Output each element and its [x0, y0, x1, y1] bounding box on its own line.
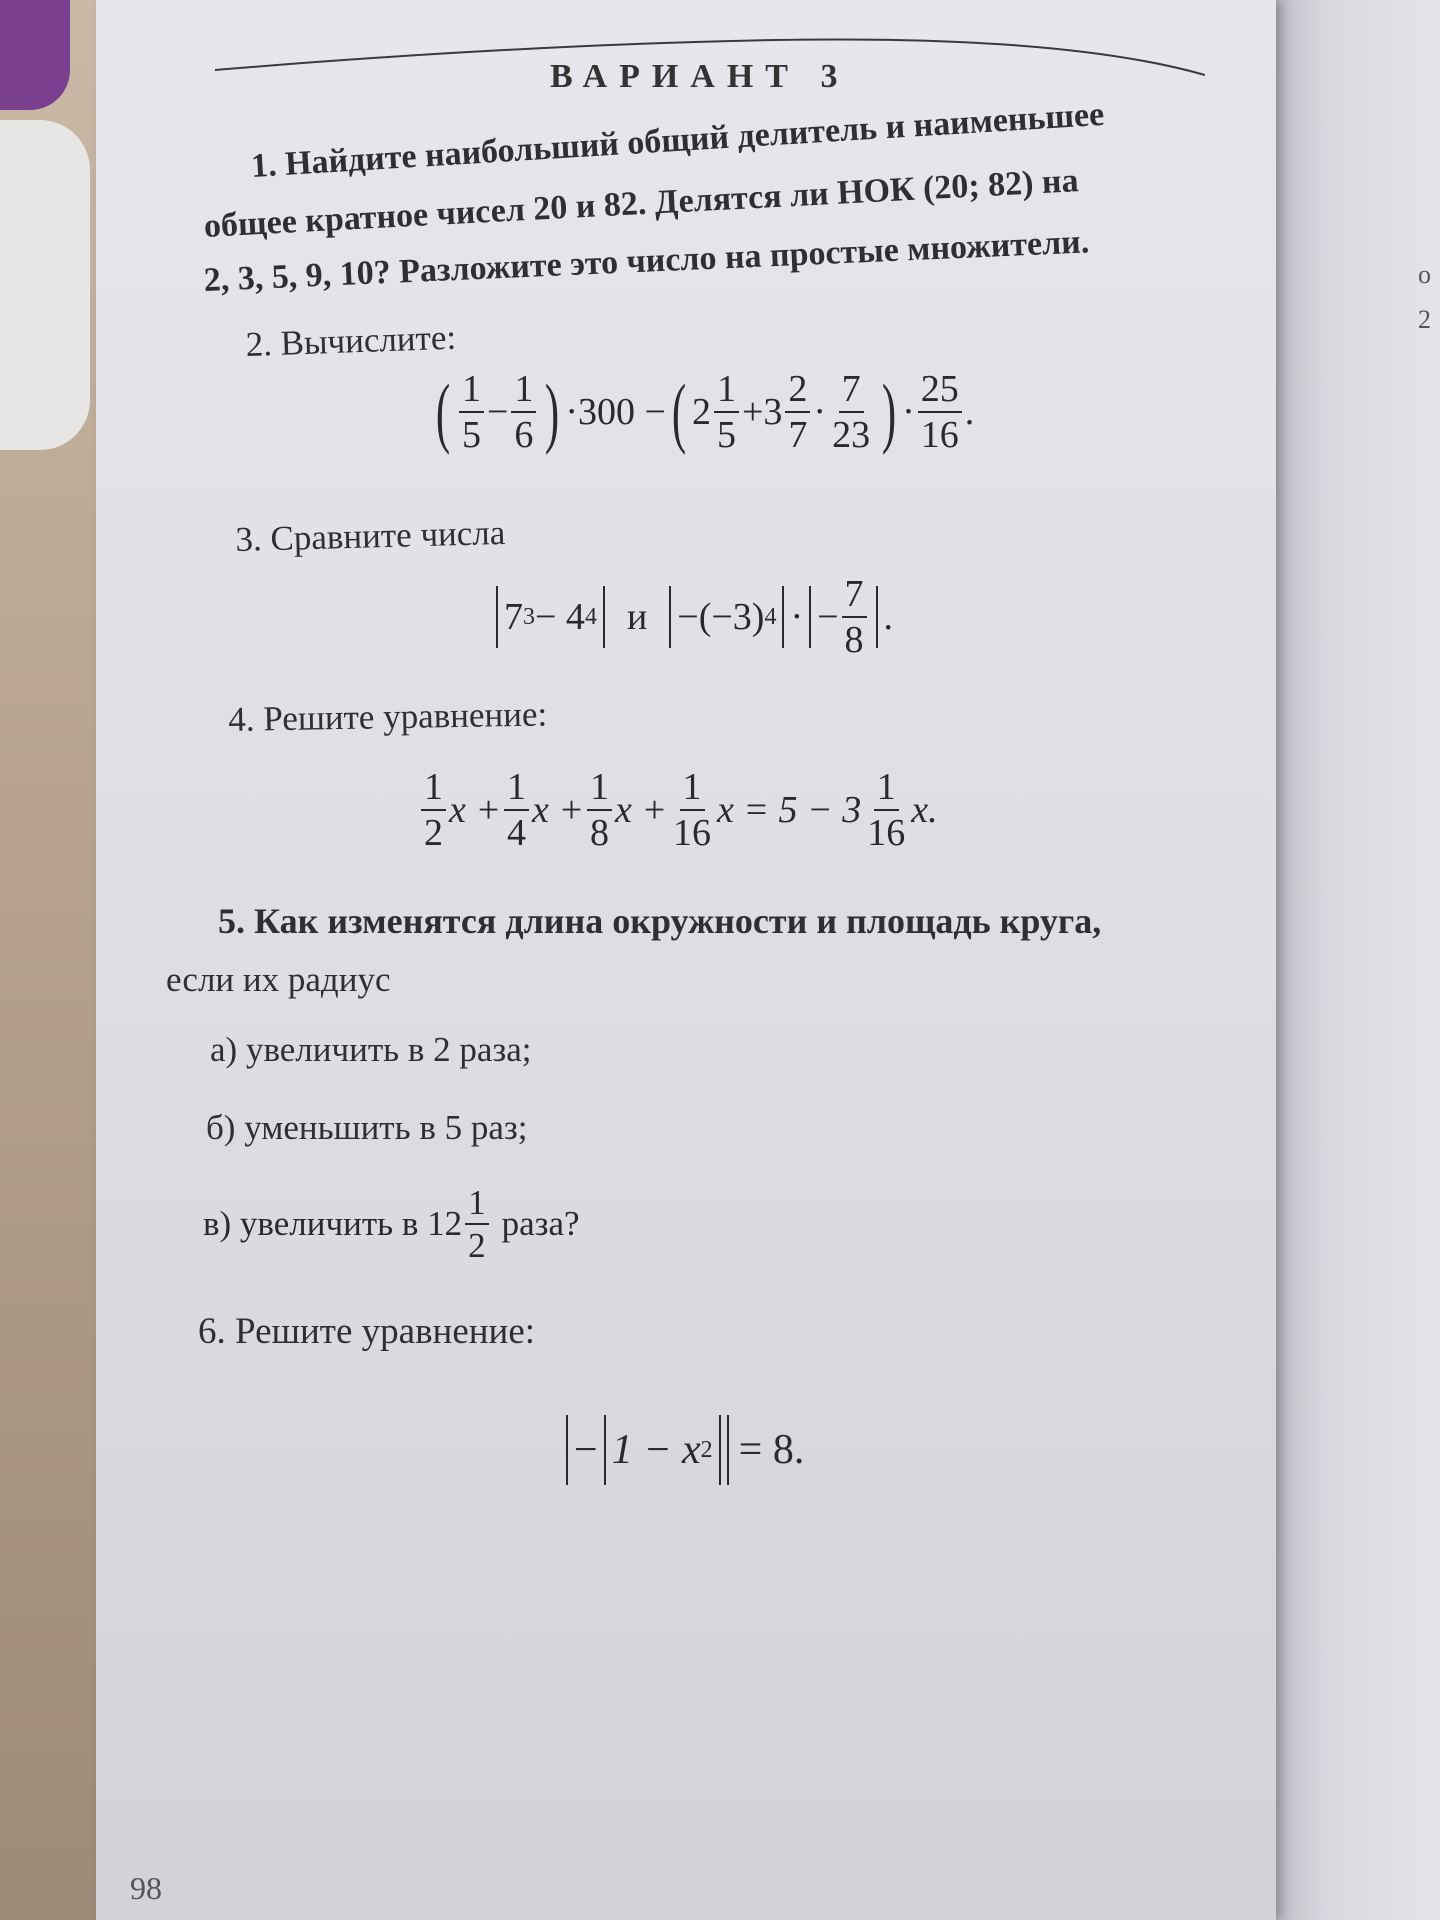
task3-expression: 7 3 − 4 4 и −(−3) 4 · − $\frac{7}{8}$ .	[490, 575, 893, 659]
task3-label: 3. Сравните числа	[235, 512, 506, 559]
task6-label: 6. Решите уравнение:	[198, 1311, 536, 1352]
abs-bar	[809, 586, 811, 648]
task5-line1: 5. Как изменятся длина окружности и площадь круга,	[218, 901, 1102, 941]
task5-option-a: а) увеличить в 2 раза;	[210, 1030, 532, 1069]
fraction: $\frac{1}{5}$	[459, 370, 484, 454]
variant-heading: ВАРИАНТ 3	[550, 58, 850, 95]
close-paren: )	[881, 368, 897, 455]
fraction: $\frac{1}{16}$	[867, 766, 906, 854]
fraction: $\frac{1}{2}$	[421, 768, 446, 852]
fraction: $\frac{1}{16}$	[673, 766, 712, 854]
abs-bar	[782, 586, 784, 648]
fraction: $\frac{25}{16}$	[918, 370, 962, 454]
fraction: $\frac{1}{5}$	[714, 370, 739, 454]
edge-letter-1: о	[1418, 260, 1431, 289]
close-paren: )	[545, 368, 560, 455]
adjacent-page	[1276, 0, 1440, 1920]
task1-line1: 1. Найдите наибольший общий делитель и наименьшее	[250, 95, 1106, 185]
task4-expression: $\frac{1}{2}$ x + $\frac{1}{4}$ x + $\frac{1}{8}$ x + $\frac{1}{16}$ x = 5 − 3 $\frac{1}{16}$ x.	[418, 768, 938, 852]
page-number: 98	[130, 1870, 162, 1906]
task5-option-c: в) увеличить в 12 $\frac{1}{2}$ раза?	[203, 1183, 580, 1265]
abs-bar	[603, 586, 605, 648]
white-object	[0, 120, 90, 450]
open-paren: (	[435, 368, 451, 455]
open-paren: (	[671, 368, 687, 455]
task2-expression: ( $\frac{1}{5}$ − $\frac{1}{6}$ ) ·300 − ( 2 $\frac{1}{5}$ +3 $\frac{2}{7}$ · $\frac{7}{23}$ ) · $\frac{25}{16}$ .	[435, 368, 975, 456]
fraction: $\frac{7}{23}$	[832, 368, 871, 456]
task1-line2: общее кратное чисел 20 и 82. Делятся ли НОК (20; 82) на	[203, 162, 1080, 245]
task5-option-b: б) уменьшить в 5 раз;	[206, 1108, 528, 1147]
abs-bar	[669, 586, 671, 648]
fraction: $\frac{1}{8}$	[587, 768, 612, 852]
fraction: $\frac{2}{7}$	[785, 370, 810, 454]
fraction: $\frac{7}{8}$	[842, 575, 867, 659]
fraction: $\frac{1}{4}$	[504, 768, 529, 852]
task2-label: 2. Вычислите:	[245, 317, 457, 364]
task5-line2: если их радиус	[166, 960, 391, 999]
abs-bar	[604, 1415, 606, 1485]
abs-bar	[496, 586, 498, 648]
fraction: $\frac{1}{2}$	[465, 1185, 489, 1263]
purple-object	[0, 0, 70, 110]
task6-expression: − 1 − x 2 = 8.	[560, 1415, 804, 1485]
edge-letter-2: 2	[1418, 305, 1431, 334]
abs-bar	[719, 1415, 721, 1485]
fraction: $\frac{1}{6}$	[511, 370, 536, 454]
task4-label: 4. Решите уравнение:	[228, 694, 548, 739]
abs-bar	[876, 586, 878, 648]
task1-line3: 2, 3, 5, 9, 10? Разложите это число на простые множители.	[203, 223, 1090, 299]
abs-bar	[566, 1415, 568, 1485]
abs-bar	[727, 1415, 729, 1485]
